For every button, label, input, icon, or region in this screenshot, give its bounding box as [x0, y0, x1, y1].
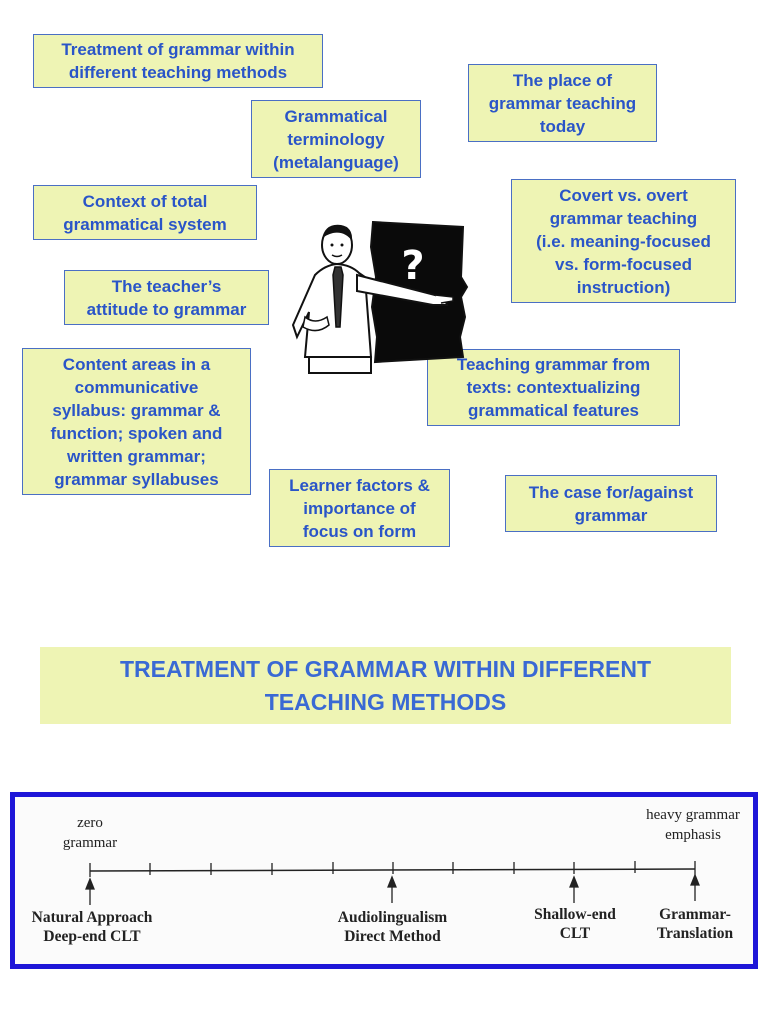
topic-line: The teacher’s	[111, 276, 222, 296]
scale-right-line-2: emphasis	[665, 827, 721, 843]
topic-line: Context of total	[82, 191, 208, 211]
topic-line: communicative	[74, 377, 199, 397]
topic-line: terminology	[287, 129, 385, 149]
method-grammar-translation	[641, 905, 749, 943]
scale-left-line-1: zero	[77, 815, 103, 831]
topic-line: The case for/against	[528, 482, 694, 502]
topic-treatment	[33, 34, 323, 88]
teacher-pointing-icon	[285, 217, 475, 377]
scale-arrows	[86, 875, 699, 905]
topic-learner	[269, 469, 450, 547]
method-line: Direct Method	[344, 928, 441, 945]
topic-covert	[511, 179, 736, 303]
banner-line-2: TEACHING METHODS	[264, 688, 507, 715]
topic-line: Teaching grammar from	[456, 355, 651, 374]
method-line: Grammar-	[659, 906, 731, 923]
topic-line: grammatical system	[63, 214, 227, 234]
topic-line: syllabus: grammar &	[52, 400, 221, 420]
topic-line: vs. form-focused	[555, 254, 692, 274]
topic-line: function; spoken and	[50, 423, 223, 443]
topic-line: grammar syllabuses	[54, 469, 219, 489]
method-audiolingualism	[315, 908, 470, 946]
method-line: Deep-end CLT	[43, 928, 141, 945]
method-line: CLT	[559, 925, 591, 942]
section-banner	[40, 647, 731, 724]
topic-line: Covert vs. overt	[559, 185, 688, 205]
topic-line: today	[539, 116, 586, 136]
teacher-illustration	[285, 217, 475, 377]
topic-line: written grammar;	[67, 446, 206, 466]
topic-line: grammatical features	[467, 401, 640, 420]
method-line: Audiolingualism	[337, 909, 448, 926]
topic-line: Learner factors &	[289, 475, 430, 495]
method-line: Shallow-end	[534, 906, 616, 923]
topic-attitude	[64, 270, 269, 325]
board-symbol: ?	[401, 243, 425, 289]
scale-right-line-1: heavy grammar	[646, 807, 740, 823]
topic-line: attitude to grammar	[86, 299, 247, 319]
topic-line: Treatment of grammar within	[61, 40, 295, 59]
method-line: Natural Approach	[31, 909, 153, 926]
topic-line: grammar teaching	[549, 208, 698, 228]
topic-line: (i.e. meaning-focused	[536, 231, 711, 251]
banner-line-1: TREATMENT OF GRAMMAR WITHIN DIFFERENT	[119, 655, 652, 682]
scale-left-line-2: grammar	[62, 835, 118, 851]
topic-terminology	[251, 100, 421, 178]
topic-line: focus on form	[302, 521, 417, 541]
topic-content	[22, 348, 251, 495]
method-shallow-end-clt	[515, 905, 635, 943]
topic-line: importance of	[303, 498, 416, 518]
topic-line: (metalanguage)	[273, 152, 399, 172]
topic-context	[33, 185, 257, 240]
topic-place	[468, 64, 657, 142]
topic-line: grammar teaching	[488, 93, 637, 113]
topic-line: grammar	[574, 505, 648, 525]
topic-line: different teaching methods	[68, 63, 288, 82]
topic-line: texts: contextualizing	[466, 378, 641, 397]
method-line: Translation	[656, 925, 734, 942]
topic-line: instruction)	[576, 277, 671, 297]
method-natural-approach	[17, 908, 167, 946]
topic-line: Content areas in a	[62, 354, 211, 374]
topic-line: Grammatical	[284, 106, 388, 126]
grammar-scale-figure	[10, 792, 758, 969]
topic-line: The place of	[512, 70, 613, 90]
topic-case	[505, 475, 717, 532]
